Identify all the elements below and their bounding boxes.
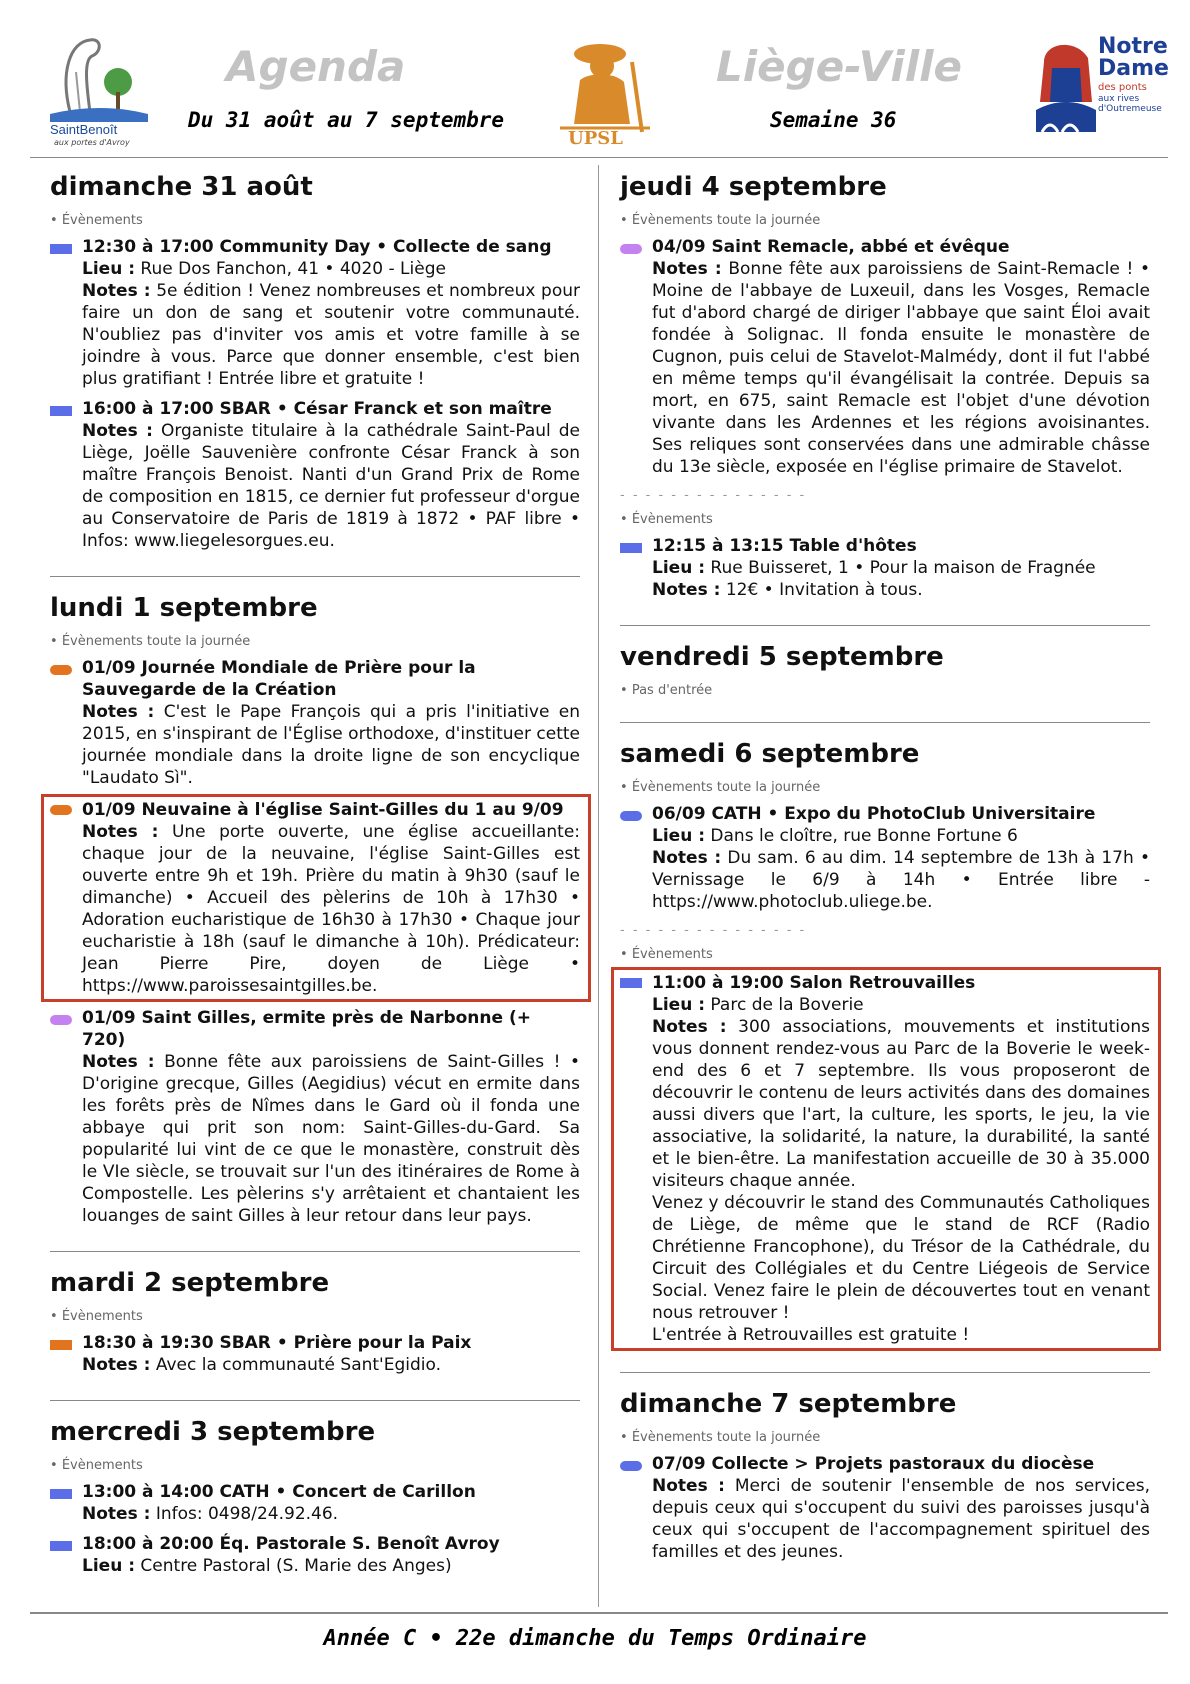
- calendar-color-marker: [50, 244, 72, 254]
- notes-label: Notes :: [652, 1476, 725, 1496]
- event-location: [652, 557, 1150, 579]
- day-section: [50, 170, 580, 577]
- day-title: dimanche 7 septembre: [620, 1389, 957, 1419]
- event-notes: [82, 1503, 580, 1525]
- calendar-color-marker: [620, 811, 642, 821]
- event-item[interactable]: [620, 1453, 1150, 1563]
- location-label: Lieu :: [82, 259, 136, 279]
- notes-label: Notes :: [652, 259, 722, 279]
- nd-sub2: aux rives d'Outremeuse: [1098, 94, 1162, 114]
- notes-value: Du sam. 6 au dim. 14 septembre de 13h à 17h • Vernissage le 6/9 à 14h • Entrée libre - https://www.photoclub.uliege.be.: [652, 848, 1150, 912]
- title-agenda: Agenda: [226, 42, 406, 91]
- group-separator: - - - - - - - - - - - - - - -: [620, 923, 807, 938]
- left-column: [50, 170, 580, 1615]
- location-value: Dans le cloître, rue Bonne Fortune 6: [710, 826, 1018, 846]
- event-item[interactable]: [620, 236, 1150, 478]
- notes-label: Notes :: [82, 1504, 151, 1524]
- category-label: • Évènements toute la journée: [620, 1429, 1150, 1447]
- notes-value: C'est le Pape François qui a pris l'initiative en 2015, en s'inspirant de l'Église orthodoxe, d'instituer cette journée mondiale dans la droite ligne de son encyclique "Laudato Sì".: [82, 702, 581, 788]
- nd-title-line1: Notre: [1098, 34, 1168, 59]
- notes-label: Notes :: [82, 1355, 151, 1375]
- event-notes: [82, 1354, 580, 1376]
- event-title: 01/09 Journée Mondiale de Prière pour la Sauvegarde de la Création: [82, 658, 476, 700]
- event-title: 07/09 Collecte > Projets pastoraux du diocèse: [652, 1454, 1095, 1474]
- event-title: 01/09 Saint Gilles, ermite près de Narbonne (+ 720): [82, 1008, 531, 1050]
- category-label: • Évènements: [50, 212, 580, 230]
- event-title: 01/09 Neuvaine à l'église Saint-Gilles du 1 au 9/09: [82, 800, 564, 820]
- event-item[interactable]: [50, 1481, 580, 1525]
- notes-label: Notes :: [652, 580, 721, 600]
- day-title: mardi 2 septembre: [50, 1268, 330, 1298]
- event-item[interactable]: [620, 803, 1150, 913]
- event-notes: [652, 847, 1150, 913]
- notes-label: Notes :: [82, 1052, 155, 1072]
- category-label: • Évènements toute la journée: [620, 212, 1150, 230]
- calendar-color-marker: [620, 978, 642, 988]
- calendar-color-marker: [620, 244, 642, 254]
- notes-value: Infos: 0498/24.92.46.: [155, 1504, 339, 1524]
- event-location: [652, 825, 1150, 847]
- event-item[interactable]: [50, 1332, 580, 1376]
- day-section: [50, 1415, 580, 1601]
- nd-sub1: des ponts: [1098, 82, 1147, 93]
- week-number: Semaine 36: [770, 108, 897, 132]
- event-item[interactable]: [50, 1533, 580, 1577]
- event-title: 18:00 à 20:00 Éq. Pastorale S. Benoît Avroy: [82, 1534, 500, 1554]
- calendar-color-marker: [50, 406, 72, 416]
- notes-value: Bonne fête aux paroissiens de Saint-Remacle ! • Moine de l'abbaye de Luxeuil, dans les Vosges, Remacle fut d'abord chargé de diriger l'abbaye que saint Éloi avait fondée à Solignac. Il fonda ensuite le monastère de Cugnon, puis celui de Stavelot-Malmédy, dont il fut l'abbé en même temps qu'il évangélisait la contrée. Depuis sa mort, en 675, saint Remacle est l'objet d'une dévotion vivante dans les Ardennes et les régions avoisinantes. Ses reliques sont conservées dans une admirable châsse du 13e siècle, exposée en l'église primaire de Stavelot.: [652, 259, 1150, 477]
- event-notes: [82, 701, 580, 789]
- category-label: • Évènements: [50, 1308, 580, 1326]
- calendar-color-marker: [50, 1015, 72, 1025]
- notes-value: Avec la communauté Sant'Egidio.: [155, 1355, 441, 1375]
- category-label: • Évènements: [620, 946, 1150, 964]
- title-liege-ville: Liège-Ville: [716, 42, 963, 91]
- day-title: lundi 1 septembre: [50, 593, 318, 623]
- event-item[interactable]: [50, 398, 580, 552]
- day-section: [620, 640, 1150, 723]
- location-label: Lieu :: [652, 995, 706, 1015]
- day-title: jeudi 4 septembre: [620, 172, 887, 202]
- event-item[interactable]: [50, 1007, 580, 1227]
- event-location: [82, 258, 580, 280]
- footer-liturgical-note: Année C • 22e dimanche du Temps Ordinaire: [323, 1626, 867, 1651]
- notes-value: Une porte ouverte, une église accueillante: chaque jour de la neuvaine, l'église Saint-Gilles est ouverte entre 9h et 19h. Prière du matin à 9h30 (sauf le dimanche) • Accueil des pèlerins de 10h à 17h30 • Adoration eucharistique de 16h30 à 17h30 • Chaque jour eucharistie à 18h (sauf le dimanche à 10h). Prédicateur: Jean Pierre Pire, doyen de Liège • https://www.paroissesaintgilles.be.: [82, 822, 581, 996]
- event-item[interactable]: [50, 657, 580, 789]
- nd-title-line2: Dame: [1098, 56, 1169, 81]
- calendar-color-marker: [50, 1489, 72, 1499]
- right-column: [620, 170, 1150, 1601]
- calendar-color-marker: [50, 665, 72, 675]
- saint-benoit-logo: [40, 32, 150, 147]
- day-title: samedi 6 septembre: [620, 739, 920, 769]
- location-label: Lieu :: [82, 1556, 136, 1576]
- calendar-color-marker: [620, 1461, 642, 1471]
- event-title: 11:00 à 19:00 Salon Retrouvailles: [652, 973, 976, 993]
- footer-divider: [30, 1612, 1168, 1614]
- notes-value: 300 associations, mouvements et institutions vous donnent rendez-vous au Parc de la Boverie le week-end des 6 et 7 septembre. Ils vous proposeront de découvrir le contenu de leurs activités dans des domaines aussi divers que l'art, la culture, les sports, le jeu, la vie associative, la solidarité, la nature, la durabilité, la santé et le bien-être. La manifestation accueille de 30 à 35.000 visiteurs chaque année.: [652, 1017, 1150, 1191]
- category-label: • Évènements toute la journée: [50, 633, 580, 651]
- day-title: mercredi 3 septembre: [50, 1417, 376, 1447]
- day-section: [50, 591, 580, 1252]
- event-location: [82, 1555, 580, 1577]
- event-title: 04/09 Saint Remacle, abbé et évêque: [652, 237, 1010, 257]
- day-section: [620, 170, 1150, 626]
- notre-dame-des-ponts-logo: [1036, 32, 1169, 148]
- event-title: 16:00 à 17:00 SBAR • César Franck et son maître: [82, 399, 552, 419]
- calendar-color-marker: [50, 1340, 72, 1350]
- event-notes: [82, 821, 580, 997]
- location-value: Parc de la Boverie: [710, 995, 864, 1015]
- column-divider: [598, 165, 599, 1607]
- notes-value: Organiste titulaire à la cathédrale Saint-Paul de Liège, Joëlle Sauvenière confronte César Franck à son maître François Benoist. Nanti d'un Grand Prix de Rome de composition en 1815, ce dernier fut professeur d'orgue au Conservatoire de Paris de 1819 à 1872 • PAF libre • Infos: www.liegelesorgues.eu.: [82, 421, 580, 551]
- logo-left-name: SaintBenoît: [50, 122, 118, 137]
- notes-value: Merci de soutenir l'ensemble de nos services, depuis ceux qui s'occupent du suivi des paroisses jusqu'à ceux qui s'occupent de l'accompagnement spirituel des familles et des jeunes.: [652, 1476, 1150, 1562]
- group-separator: - - - - - - - - - - - - - - -: [620, 488, 807, 503]
- event-title: 12:30 à 17:00 Community Day • Collecte de sang: [82, 237, 552, 257]
- event-item[interactable]: [50, 236, 580, 390]
- notes-value: 12€ • Invitation à tous.: [725, 580, 923, 600]
- location-label: Lieu :: [652, 558, 706, 578]
- logo-left-sub: aux portes d'Avroy: [54, 138, 130, 147]
- event-item[interactable]: [620, 535, 1150, 601]
- notes-label: Notes :: [652, 848, 722, 868]
- event-notes: [652, 1475, 1150, 1563]
- location-value: Rue Buisseret, 1 • Pour la maison de Fragnée: [710, 558, 1096, 578]
- day-section: [620, 737, 1150, 1373]
- day-section: [620, 1387, 1150, 1587]
- event-notes: [652, 1016, 1150, 1192]
- notes-value: 5e édition ! Venez nombreuses et nombreux pour faire un don de sang et soutenir votre communauté. N'oubliez pas d'inviter vos amis et votre famille à se joindre à vous. Parce que donner ensemble, c'est bien plus gratifiant ! Entrée libre et gratuite !: [82, 281, 580, 389]
- calendar-color-marker: [620, 543, 642, 553]
- day-title: vendredi 5 septembre: [620, 642, 944, 672]
- calendar-color-marker: [50, 805, 72, 815]
- category-label: • Évènements toute la journée: [620, 779, 1150, 797]
- upsl-logo: [550, 32, 660, 152]
- event-notes: [82, 280, 580, 390]
- event-title: 18:30 à 19:30 SBAR • Prière pour la Paix: [82, 1333, 472, 1353]
- event-title: 13:00 à 14:00 CATH • Concert de Carillon: [82, 1482, 476, 1502]
- category-label: • Évènements: [50, 1457, 580, 1475]
- nd-title: [1098, 36, 1169, 80]
- event-title: 06/09 CATH • Expo du PhotoClub Universitaire: [652, 804, 1096, 824]
- event-title: 12:15 à 13:15 Table d'hôtes: [652, 536, 917, 556]
- notes-label: Notes :: [82, 421, 153, 441]
- day-title: dimanche 31 août: [50, 172, 313, 202]
- category-label: • Pas d'entrée: [620, 682, 1150, 700]
- event-notes: [82, 1051, 580, 1227]
- event-notes-extra: Venez y découvrir le stand des Communautés Catholiques de Liège, de même que le stand de RCF (Radio Chrétienne Francophone), du Trésor de la Cathédrale, du Circuit des Collégiales et du Centre Liégeois de Service Social. Venez faire le plein de découvertes tout en venant nous retrouver !: [652, 1193, 1150, 1323]
- event-notes: [652, 579, 1150, 601]
- notes-label: Notes :: [82, 702, 155, 722]
- event-location: [652, 994, 1150, 1016]
- event-item[interactable]: [614, 970, 1158, 1348]
- event-notes-extra: L'entrée à Retrouvailles est gratuite !: [652, 1325, 970, 1345]
- event-notes: [652, 258, 1150, 478]
- location-label: Lieu :: [652, 826, 706, 846]
- upsl-logo-text: UPSL: [568, 128, 623, 149]
- calendar-color-marker: [50, 1541, 72, 1551]
- day-section: [50, 1266, 580, 1401]
- category-label: • Évènements: [620, 511, 1150, 529]
- event-notes: [82, 420, 580, 552]
- date-range: Du 31 août au 7 septembre: [188, 108, 505, 132]
- notes-label: Notes :: [82, 822, 159, 842]
- notes-label: Notes :: [82, 281, 151, 301]
- notes-value: Bonne fête aux paroissiens de Saint-Gilles ! • D'origine grecque, Gilles (Aegidius) vécut en ermite dans les forêts près de Nîmes dans le Gard où il fonda une abbaye qui prit son nom: Saint-Gilles-du-Gard. Sa popularité lui vint de ce que le monastère, construit dès le VIe siècle, se trouvait sur l'un des itinéraires de Rome à Compostelle. Les pèlerins s'y arrêtaient et chantaient les louanges de saint Gilles à leur retour dans leur pays.: [82, 1052, 580, 1226]
- location-value: Centre Pastoral (S. Marie des Anges): [140, 1556, 452, 1576]
- page-header: [30, 28, 1168, 158]
- notes-label: Notes :: [652, 1017, 727, 1037]
- event-item[interactable]: [44, 797, 588, 999]
- location-value: Rue Dos Fanchon, 41 • 4020 - Liège: [140, 259, 446, 279]
